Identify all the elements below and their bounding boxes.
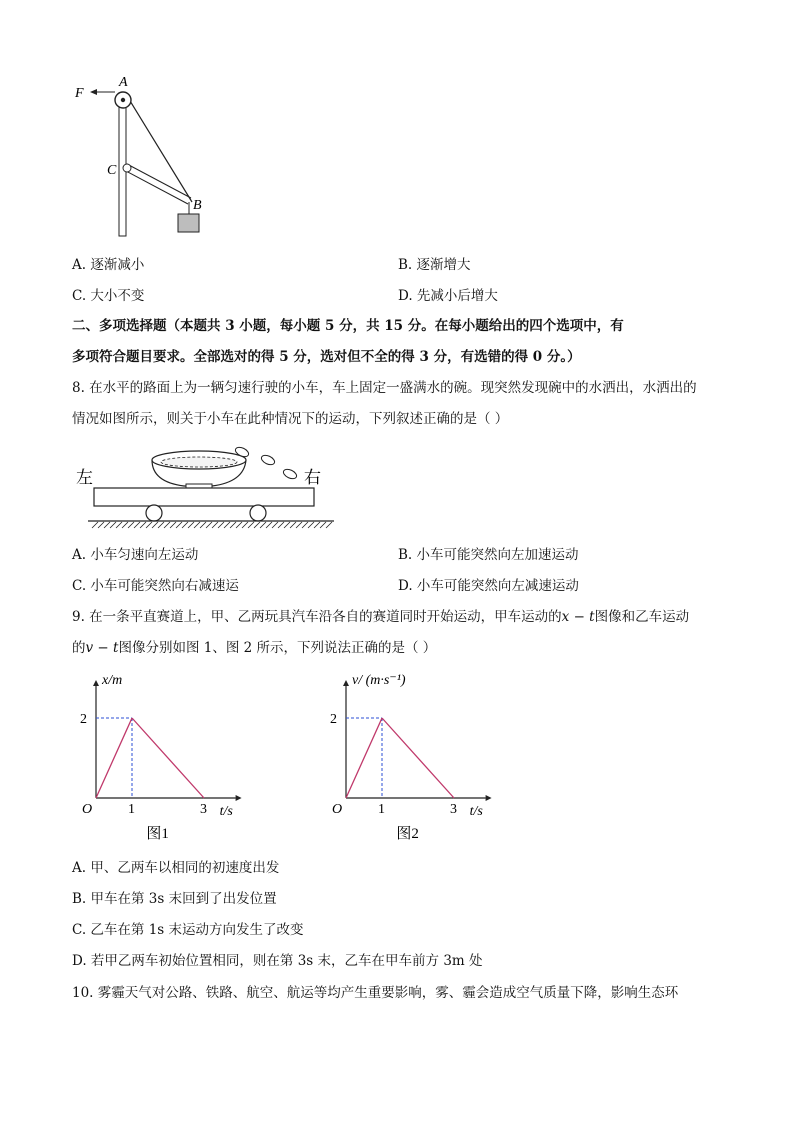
q10-stem-line1: 10. 雾霾天气对公路、铁路、航空、航运等均产生重要影响，雾、霾会造成空气质量下降，影响生态环 [72, 985, 679, 1001]
ground-hatch-stroke [302, 522, 308, 528]
q9-stem-line2-pre: 的 [72, 640, 86, 656]
y-axis-arrowhead [93, 680, 99, 686]
ground-hatch-stroke [314, 522, 320, 528]
origin-label: O [82, 802, 93, 817]
ground-hatch-stroke [146, 522, 152, 528]
series-segment-2 [382, 718, 454, 798]
x-tick-label: 3 [200, 802, 207, 817]
cart-body [94, 488, 314, 506]
label-c: C [107, 163, 117, 178]
ground-hatch-stroke [254, 522, 260, 528]
ground-hatch-stroke [242, 522, 248, 528]
ground-hatch-stroke [98, 522, 104, 528]
q7-figure [70, 70, 220, 240]
ground-hatch-stroke [248, 522, 254, 528]
ground-hatch-stroke [272, 522, 278, 528]
ground-hatch-stroke [284, 522, 290, 528]
q9-option-c[interactable]: C. 乙车在第 1s 末运动方向发生了改变 [72, 922, 304, 938]
ground-hatch-stroke [200, 522, 206, 528]
x-tick-label: 1 [378, 802, 385, 817]
ground-hatch-stroke [182, 522, 188, 528]
x-axis-label: t/s [469, 804, 483, 819]
q9-stem-line2 [72, 638, 436, 658]
ground-hatch-stroke [278, 522, 284, 528]
label-f: F [75, 86, 84, 101]
q7-option-d[interactable]: D. 先减小后增大 [398, 288, 498, 304]
ground-hatch-stroke [110, 522, 116, 528]
rod-c-b-bottom [126, 171, 188, 204]
rope-a-b [127, 96, 192, 202]
ground-hatch-stroke [116, 522, 122, 528]
q9-stem-line1-pre: 9. 在一条平直赛道上，甲、乙两玩具汽车沿各自的赛道同时开始运动，甲车运动的 [72, 609, 562, 625]
x-tick-label: 3 [450, 802, 457, 817]
ground-hatch-stroke [212, 522, 218, 528]
chart-caption: 图2 [396, 826, 419, 842]
label-a: A [119, 75, 128, 90]
ground-hatch-stroke [308, 522, 314, 528]
ground-hatch-stroke [188, 522, 194, 528]
ground-hatch-stroke [158, 522, 164, 528]
cart-wheel-right [250, 505, 266, 521]
section2-header-line2: 多项符合题目要求。全部选对的得 5 分，选对但不全的得 3 分，有选错的得 0 分。） [72, 349, 581, 365]
q8-option-b[interactable]: B. 小车可能突然向左加速运动 [398, 547, 579, 563]
series-segment-1 [96, 718, 132, 798]
ground-hatch-stroke [140, 522, 146, 528]
force-f-arrowhead [90, 89, 97, 95]
cart-wheel-left [146, 505, 162, 521]
q7-option-c[interactable]: C. 大小不变 [72, 288, 145, 304]
q8-figure [72, 440, 342, 532]
q8-option-a[interactable]: A. 小车匀速向左运动 [72, 547, 199, 563]
ground-hatch-stroke [206, 522, 212, 528]
hinge-c [123, 164, 131, 172]
ground-hatch-stroke [176, 522, 182, 528]
x-axis-arrowhead [236, 795, 242, 801]
water-drop-2 [260, 453, 276, 466]
ground-hatch-stroke [320, 522, 326, 528]
ground-hatch-stroke [152, 522, 158, 528]
chart-figure-2 [322, 670, 542, 850]
q9-stem-line1-post: 图像和乙车运动 [594, 609, 690, 625]
ground-hatch-stroke [326, 522, 332, 528]
origin-label: O [332, 802, 343, 817]
pulley-axle [121, 98, 125, 102]
y-axis-arrowhead [343, 680, 349, 686]
ground-hatch-stroke [236, 522, 242, 528]
label-b: B [193, 198, 202, 213]
x-tick-label: 1 [128, 802, 135, 817]
series-segment-1 [346, 718, 382, 798]
ground-hatch-stroke [170, 522, 176, 528]
ground-hatch-stroke [92, 522, 98, 528]
q8-option-d[interactable]: D. 小车可能突然向左减速运动 [398, 578, 579, 594]
ground-hatch-stroke [290, 522, 296, 528]
ground-hatch-stroke [296, 522, 302, 528]
q9-option-a[interactable]: A. 甲、乙两车以相同的初速度出发 [72, 860, 280, 876]
ground-hatch-stroke [134, 522, 140, 528]
bowl-water [161, 457, 237, 467]
q8-stem-line2: 情况如图所示，则关于小车在此种情况下的运动，下列叙述正确的是（ ） [72, 411, 509, 427]
ground-hatch-stroke [260, 522, 266, 528]
q9-stem-line1 [72, 607, 689, 627]
q9-option-d[interactable]: D. 若甲乙两车初始位置相同，则在第 3s 末，乙车在甲车前方 3m 处 [72, 953, 483, 969]
rod-c-b-top [127, 164, 191, 198]
x-axis-label: t/s [219, 804, 233, 819]
q9-stem-line2-post: 图像分别如图 1、图 2 所示，下列说法正确的是（ ） [118, 640, 437, 656]
section2-header-line1: 二、多项选择题（本题共 3 小题，每小题 5 分，共 15 分。在每小题给出的四个选项中，有 [72, 318, 624, 334]
ground-hatch-stroke [218, 522, 224, 528]
y-tick-label: 2 [80, 712, 87, 727]
ground-hatch-stroke [104, 522, 110, 528]
label-right: 右 [304, 468, 321, 487]
series-segment-2 [132, 718, 204, 798]
y-axis-label: x/m [102, 673, 123, 688]
q9-math-v-t: v − t [85, 640, 119, 656]
y-tick-label: 2 [330, 712, 337, 727]
bowl-base [186, 484, 212, 488]
q8-stem-line1: 8. 在水平的路面上为一辆匀速行驶的小车，车上固定一盛满水的碗。现突然发现碗中的水洒出，水洒出的 [72, 380, 697, 396]
ground-hatch-stroke [122, 522, 128, 528]
q9-math-x-t: x − t [561, 609, 595, 625]
q9-option-b[interactable]: B. 甲车在第 3s 末回到了出发位置 [72, 891, 277, 907]
ground-hatch-stroke [128, 522, 134, 528]
ground-hatching [92, 522, 332, 528]
ground-hatch-stroke [230, 522, 236, 528]
x-axis-arrowhead [486, 795, 492, 801]
ground-hatch-stroke [164, 522, 170, 528]
q7-option-b[interactable]: B. 逐渐增大 [398, 257, 471, 273]
q8-option-c[interactable]: C. 小车可能突然向右减速运 [72, 578, 239, 594]
weight-block [178, 214, 199, 232]
chart-caption: 图1 [146, 826, 169, 842]
ground-hatch-stroke [224, 522, 230, 528]
ground-hatch-stroke [266, 522, 272, 528]
ground-hatch-stroke [194, 522, 200, 528]
y-axis-label: v/ (m·s⁻¹) [352, 673, 406, 688]
water-drop-3 [282, 467, 298, 480]
chart-figure-1 [72, 670, 282, 850]
q7-option-a[interactable]: A. 逐渐减小 [72, 257, 145, 273]
label-left: 左 [76, 468, 93, 487]
